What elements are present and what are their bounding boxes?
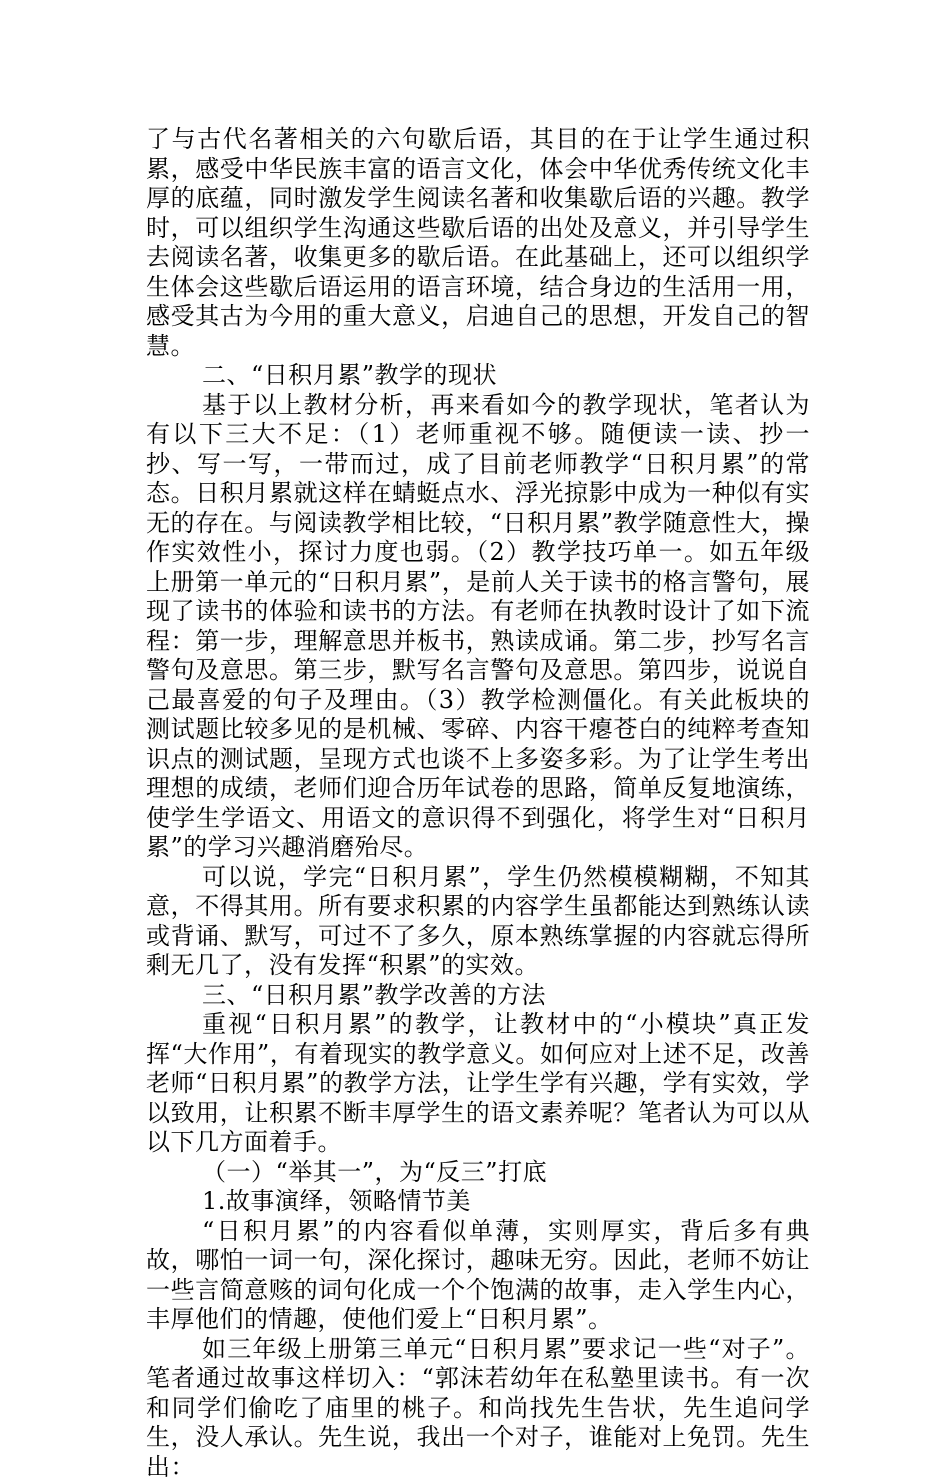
document-page <box>146 125 810 1482</box>
paragraph-summary: 可以说，学完“日积月累”，学生仍然模模糊糊，不知其意，不得其用。所有要求积累的内容学生虽都能达到熟练认读或背诵、默写，可过不了多久，原本熟练掌握的内容就忘得所剩无几了，没有发挥“积累”的实效。 <box>146 863 810 981</box>
subsection-heading-1-1: 1.故事演绎，领略情节美 <box>146 1187 810 1217</box>
paragraph-story: “日积月累”的内容看似单薄，实则厚实，背后多有典故，哪怕一词一句，深化探讨，趣味无穷。因此，老师不妨让一些言简意赅的词句化成一个个饱满的故事，走入学生内心，丰厚他们的情趣，使他们爱上“日积月累”。 <box>146 1217 810 1335</box>
section-heading-3: 三、“日积月累”教学改善的方法 <box>146 981 810 1011</box>
paragraph-current-status: 基于以上教材分析，再来看如今的教学现状，笔者认为有以下三大不足：（1）老师重视不够。随便读一读、抄一抄、写一写，一带而过，成了目前老师教学“日积月累”的常态。日积月累就这样在蜻蜓点水、浮光掠影中成为一种似有实无的存在。与阅读教学相比较，“日积月累”教学随意性大，操作实效性小，探讨力度也弱。（2）教学技巧单一。如五年级上册第一单元的“日积月累”，是前人关于读书的格言警句，展现了读书的体验和读书的方法。有老师在执教时设计了如下流程：第一步，理解意思并板书，熟读成诵。第二步，抄写名言警句及意思。第三步，默写名言警句及意思。第四步，说说自己最喜爱的句子及理由。（3）教学检测僵化。有关此板块的测试题比较多见的是机械、零碎、内容干瘪苍白的纯粹考查知识点的测试题，呈现方式也谈不上多姿多彩。为了让学生考出理想的成绩，老师们迎合历年试卷的思路，简单反复地演练，使学生学语文、用语文的意识得不到强化，将学生对“日积月累”的学习兴趣消磨殆尽。 <box>146 391 810 863</box>
section-heading-2: 二、“日积月累”教学的现状 <box>146 361 810 391</box>
paragraph-intro: 了与古代名著相关的六句歇后语，其目的在于让学生通过积累，感受中华民族丰富的语言文化，体会中华优秀传统文化丰厚的底蕴，同时激发学生阅读名著和收集歇后语的兴趣。教学时，可以组织学生沟通这些歇后语的出处及意义，并引导学生去阅读名著，收集更多的歇后语。在此基础上，还可以组织学生体会这些歇后语运用的语言环境，结合身边的生活用一用，感受其古为今用的重大意义，启迪自己的思想，开发自己的智慧。 <box>146 125 810 361</box>
paragraph-example: 如三年级上册第三单元“日积月累”要求记一些“对子”。笔者通过故事这样切入：“郭沫若幼年在私塾里读书。有一次和同学们偷吃了庙里的桃子。和尚找先生告状，先生追问学生，没人承认。先生说，我出一个对子，谁能对上免罚。先生出： <box>146 1335 810 1482</box>
subsection-heading-1: （一）“举其一”，为“反三”打底 <box>146 1158 810 1188</box>
paragraph-improvement: 重视“日积月累”的教学，让教材中的“小模块”真正发挥“大作用”，有着现实的教学意义。如何应对上述不足，改善老师“日积月累”的教学方法，让学生学有兴趣，学有实效，学以致用，让积累不断丰厚学生的语文素养呢？笔者认为可以从以下几方面着手。 <box>146 1010 810 1158</box>
